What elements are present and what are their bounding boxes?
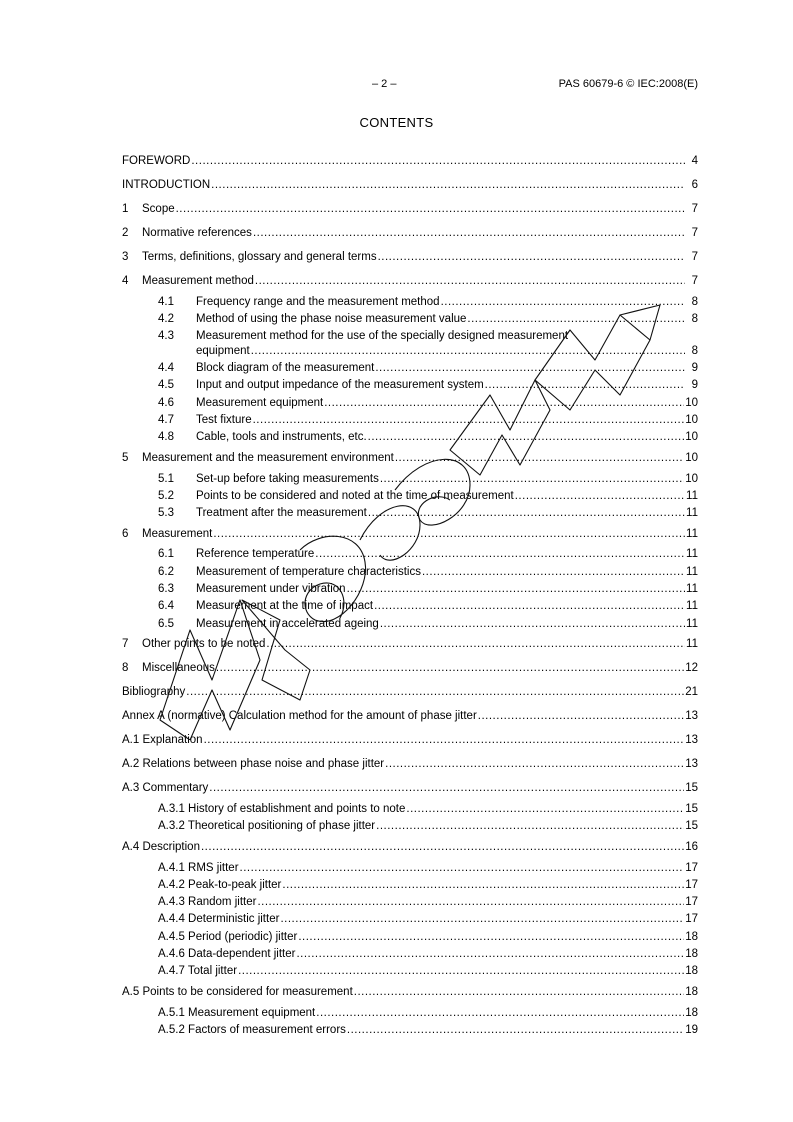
toc-entry[interactable]	[122, 179, 698, 200]
toc-entry-title: Miscellaneous	[142, 662, 215, 675]
toc-entry-title: A.3.2 Theoretical positioning of phase jitter	[158, 820, 376, 833]
toc-entry-page: 7	[691, 275, 698, 287]
toc-entry[interactable]	[122, 896, 698, 913]
toc-entry[interactable]	[122, 618, 698, 635]
toc-entry[interactable]	[122, 397, 698, 414]
toc-entry-page: 17	[685, 861, 698, 874]
toc-entry-number: 6.3	[158, 583, 174, 596]
dot-leader	[201, 841, 684, 853]
toc-entry-title: Cable, tools and instruments, etc.	[196, 431, 367, 444]
dot-leader	[255, 275, 685, 287]
toc-entry-page: 11	[686, 600, 698, 613]
dot-leader	[280, 913, 684, 925]
toc-entry-page: 18	[685, 930, 698, 943]
toc-entry[interactable]	[122, 820, 698, 837]
toc-entry[interactable]	[122, 638, 698, 659]
dot-leader	[380, 618, 685, 630]
toc-entry-title: A.4.7 Total jitter	[158, 965, 238, 978]
toc-entry[interactable]	[122, 251, 698, 272]
toc-entry-page: 15	[685, 802, 698, 815]
dot-leader	[378, 251, 685, 263]
toc-entry[interactable]	[122, 507, 698, 524]
toc-entry-number: 4.4	[158, 362, 174, 375]
dot-leader	[478, 710, 684, 722]
toc-entry-number: 2	[122, 227, 129, 239]
toc-entry-number: 4.2	[158, 312, 174, 325]
dot-leader	[374, 600, 685, 612]
dot-leader	[380, 473, 684, 485]
toc-entry-page: 17	[685, 913, 698, 926]
dot-leader	[467, 313, 685, 325]
toc-entry-title-continued: equipment	[196, 345, 250, 358]
toc-entry[interactable]	[122, 379, 698, 396]
toc-entry-title: A.3.1 History of establishment and points to note	[158, 802, 406, 815]
toc-entry[interactable]	[122, 662, 698, 683]
dot-leader	[176, 203, 685, 215]
dot-leader	[441, 296, 685, 308]
toc-entry-page: 6	[691, 179, 698, 191]
toc-entry-title: A.4.3 Random jitter	[158, 896, 257, 909]
toc-entry-page: 21	[685, 686, 698, 699]
dot-leader	[354, 986, 684, 998]
toc-entry-title: Measurement method for the use of the specially designed measurement	[196, 330, 569, 343]
toc-entry[interactable]	[122, 686, 698, 707]
dot-leader	[385, 758, 684, 770]
watermark-text: iTeh Standards	[150, 300, 157, 301]
toc-entry-page: 11	[686, 527, 698, 540]
toc-entry-page: 11	[686, 617, 698, 630]
toc-entry-number: 3	[122, 251, 129, 263]
toc-entry-number: 8	[122, 662, 129, 675]
toc-entry[interactable]	[122, 862, 698, 879]
toc-entry-number: 4.5	[158, 379, 174, 392]
toc-entry[interactable]	[122, 913, 698, 930]
dot-leader	[324, 397, 684, 409]
toc-entry-title: A.5.1 Measurement equipment	[158, 1006, 316, 1019]
toc-entry-page: 11	[686, 638, 698, 651]
toc-entry-title: Points to be considered and noted at the time of measurement	[196, 489, 514, 502]
dot-leader	[209, 782, 684, 794]
dot-leader	[204, 734, 685, 746]
toc-entry-title: A.5 Points to be considered for measurement	[122, 986, 353, 999]
dot-leader	[296, 948, 684, 960]
toc-entry-page: 9	[691, 362, 698, 375]
toc-entry[interactable]	[122, 583, 698, 600]
toc-entry[interactable]	[122, 362, 698, 379]
toc-entry-page: 11	[686, 489, 698, 502]
toc-entry[interactable]	[122, 490, 698, 507]
dot-leader	[282, 879, 684, 891]
toc-entry-page: 13	[685, 758, 698, 771]
toc-entry[interactable]	[122, 986, 698, 1007]
toc-entry-page: 17	[685, 878, 698, 891]
dot-leader	[213, 528, 685, 540]
toc-entry[interactable]	[122, 330, 698, 362]
toc-entry[interactable]	[122, 452, 698, 473]
dot-leader	[316, 1007, 684, 1019]
toc-entry[interactable]	[122, 275, 698, 296]
toc-entry-title: A.4.2 Peak-to-peak jitter	[158, 878, 282, 891]
toc-entry-title: Measurement in accelerated ageing	[196, 617, 379, 630]
toc-entry-title: Block diagram of the measurement	[196, 362, 375, 375]
toc-entry-page: 7	[691, 203, 698, 215]
dot-leader	[375, 362, 685, 374]
dot-leader	[347, 583, 685, 595]
toc-entry-page: 8	[691, 312, 698, 325]
toc-entry-page: 18	[685, 948, 698, 961]
toc-entry-title: A.3 Commentary	[122, 782, 209, 795]
toc-entry-page: 17	[685, 896, 698, 909]
toc-entry-page: 10	[685, 396, 698, 409]
toc-entry[interactable]	[122, 879, 698, 896]
toc-entry-page: 18	[685, 965, 698, 978]
dot-leader	[368, 431, 685, 443]
toc-entry[interactable]	[122, 528, 698, 549]
dot-leader	[211, 179, 685, 191]
toc-entry[interactable]	[122, 155, 698, 176]
toc-entry-page: 8	[691, 345, 698, 358]
toc-entry-title: A.4.4 Deterministic jitter	[158, 913, 280, 926]
table-of-contents	[122, 155, 698, 1041]
toc-entry-title: Set-up before taking measurements	[196, 472, 379, 485]
toc-entry[interactable]	[122, 948, 698, 965]
dot-leader	[422, 566, 685, 578]
toc-entry-title: Measurement equipment	[196, 396, 324, 409]
toc-entry-number: 1	[122, 203, 129, 215]
toc-entry-number: 5	[122, 452, 129, 465]
dot-leader	[266, 638, 685, 650]
toc-entry[interactable]	[122, 473, 698, 490]
toc-entry-number: 4	[122, 275, 129, 287]
toc-entry[interactable]	[122, 1007, 698, 1024]
toc-entry-number: 5.1	[158, 472, 174, 485]
toc-entry-title: A.4 Description	[122, 841, 200, 854]
toc-entry-title: A.1 Explanation	[122, 734, 203, 747]
toc-entry-number: 4.6	[158, 396, 174, 409]
toc-entry[interactable]	[122, 734, 698, 755]
toc-entry-page: 10	[685, 452, 698, 465]
dot-leader	[485, 379, 685, 391]
toc-entry-title: Measurement under vibration	[196, 583, 346, 596]
dot-leader	[253, 227, 685, 239]
dot-leader	[315, 548, 685, 560]
dot-leader	[257, 896, 684, 908]
toc-entry[interactable]	[122, 296, 698, 313]
toc-entry-number: 4.7	[158, 413, 174, 426]
toc-entry-title: Terms, definitions, glossary and general terms	[142, 251, 377, 263]
toc-entry-page: 4	[691, 155, 698, 167]
toc-entry-number: 6.2	[158, 565, 174, 578]
contents-heading: CONTENTS	[359, 115, 434, 130]
page-number: – 2 –	[372, 78, 397, 90]
toc-entry-page: 13	[685, 710, 698, 723]
toc-entry-page: 10	[685, 413, 698, 426]
document-reference: PAS 60679-6 © IEC:2008(E)	[558, 78, 698, 90]
toc-entry-number: 6.4	[158, 600, 174, 613]
toc-entry-number: 4.8	[158, 431, 174, 444]
toc-entry-page: 11	[686, 548, 698, 561]
toc-entry-title: Method of using the phase noise measurement value	[196, 312, 467, 325]
dot-leader	[238, 965, 684, 977]
toc-entry-page: 13	[685, 734, 698, 747]
toc-entry-number: 6	[122, 527, 129, 540]
toc-entry-page: 10	[685, 431, 698, 444]
toc-entry-title: Frequency range and the measurement method	[196, 295, 440, 308]
dot-leader	[251, 345, 685, 357]
toc-entry-page: 15	[685, 782, 698, 795]
toc-entry-page: 16	[685, 841, 698, 854]
dot-leader	[395, 452, 684, 464]
toc-entry-title: Treatment after the measurement	[196, 507, 367, 520]
toc-entry-number: 4.1	[158, 295, 174, 308]
dot-leader	[368, 507, 685, 519]
dot-leader	[298, 931, 684, 943]
toc-entry-title: A.2 Relations between phase noise and phase jitter	[122, 758, 385, 771]
toc-entry-number: 7	[122, 638, 129, 651]
toc-entry-page: 10	[685, 472, 698, 485]
toc-entry[interactable]	[122, 227, 698, 248]
dot-leader	[376, 820, 684, 832]
toc-entry-title: Measurement	[142, 527, 213, 540]
toc-entry-page: 12	[685, 662, 698, 675]
toc-entry-title: Scope	[142, 203, 175, 215]
toc-entry-page: 9	[691, 379, 698, 392]
toc-entry-title: Measurement at the time of impact	[196, 600, 374, 613]
toc-entry-title: A.4.5 Period (periodic) jitter	[158, 930, 298, 943]
toc-entry-page: 18	[685, 1006, 698, 1019]
toc-entry-title: Measurement method	[142, 275, 254, 287]
toc-entry-title: FOREWORD	[122, 155, 191, 167]
toc-entry[interactable]	[122, 548, 698, 565]
toc-entry-title: Annex A (normative) Calculation method for the amount of phase jitter	[122, 710, 477, 723]
toc-entry-page: 19	[685, 1023, 698, 1036]
toc-entry[interactable]	[122, 203, 698, 224]
toc-entry-title: Measurement and the measurement environment	[142, 452, 394, 465]
toc-entry-title: A.4.6 Data-dependent jitter	[158, 948, 296, 961]
toc-entry-page: 15	[685, 820, 698, 833]
toc-entry-number: 6.1	[158, 548, 174, 561]
toc-entry-title: INTRODUCTION	[122, 179, 211, 191]
dot-leader	[186, 686, 684, 698]
toc-entry-title: Bibliography	[122, 686, 186, 699]
dot-leader	[216, 662, 684, 674]
toc-entry[interactable]	[122, 414, 698, 431]
toc-entry-page: 11	[686, 565, 698, 578]
toc-entry[interactable]	[122, 965, 698, 982]
toc-entry-number: 5.2	[158, 489, 174, 502]
toc-entry[interactable]	[122, 313, 698, 330]
toc-entry[interactable]	[122, 431, 698, 448]
toc-entry-page: 11	[686, 583, 698, 596]
toc-entry-title: Reference temperature	[196, 548, 315, 561]
toc-entry[interactable]	[122, 803, 698, 820]
toc-entry-title: Other points to be noted	[142, 638, 266, 651]
toc-entry-title: Normative references	[142, 227, 252, 239]
dot-leader	[515, 490, 685, 502]
toc-entry-number: 6.5	[158, 617, 174, 630]
toc-entry-number: 5.3	[158, 507, 174, 520]
toc-entry-title: Test fixture	[196, 413, 252, 426]
dot-leader	[406, 803, 684, 815]
toc-entry-page: 7	[691, 251, 698, 263]
toc-entry-page: 18	[685, 986, 698, 999]
toc-entry-number: 4.3	[158, 330, 174, 343]
toc-entry[interactable]	[122, 1024, 698, 1041]
toc-entry[interactable]	[122, 758, 698, 779]
toc-entry-title: Measurement of temperature characteristics	[196, 565, 421, 578]
toc-entry[interactable]	[122, 566, 698, 583]
toc-entry-page: 7	[691, 227, 698, 239]
toc-entry[interactable]	[122, 841, 698, 862]
toc-entry-title: A.5.2 Factors of measurement errors	[158, 1023, 346, 1036]
toc-entry[interactable]	[122, 782, 698, 803]
dot-leader	[240, 862, 685, 874]
toc-entry[interactable]	[122, 710, 698, 731]
toc-entry-page: 11	[686, 507, 698, 520]
dot-leader	[191, 155, 685, 167]
toc-entry[interactable]	[122, 600, 698, 617]
toc-entry-page: 8	[691, 295, 698, 308]
toc-entry-title: A.4.1 RMS jitter	[158, 861, 239, 874]
dot-leader	[253, 414, 685, 426]
toc-entry[interactable]	[122, 931, 698, 948]
toc-entry-title: Input and output impedance of the measurement system	[196, 379, 484, 392]
dot-leader	[347, 1024, 684, 1036]
